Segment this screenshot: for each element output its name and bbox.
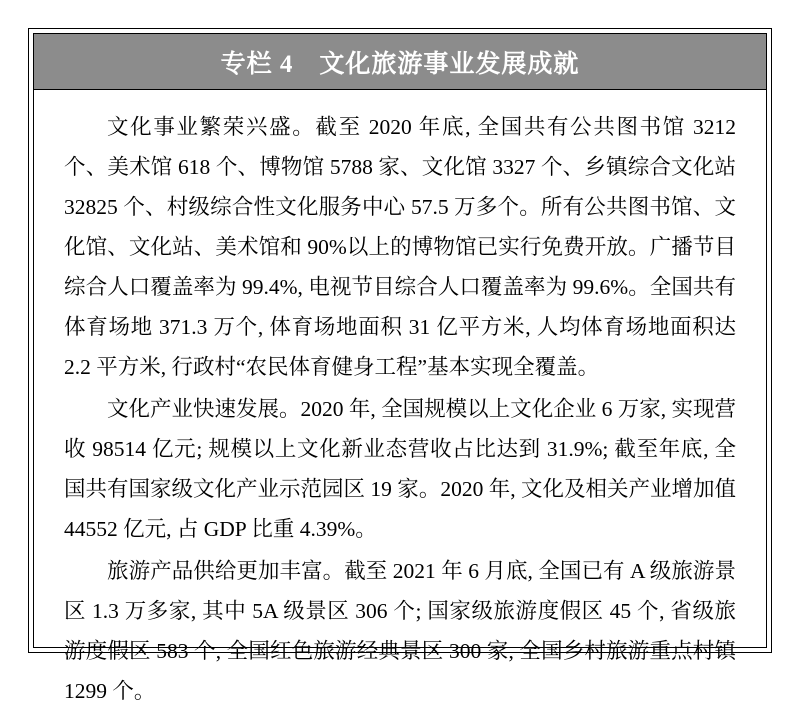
callout-body	[34, 91, 766, 703]
callout-title-bar	[34, 34, 766, 90]
paragraph-3: 旅游产品供给更加丰富。截至 2021 年 6 月底, 全国已有 A 级旅游景区 1.3 万多家, 其中 5A 级景区 306 个; 国家级旅游度假区 45 个, 省级旅游度假区 583 个, 全国红色旅游经典景区 300 家, 全国乡村旅游重点村镇 1299 个。	[64, 559, 736, 703]
paragraph-1: 文化事业繁荣兴盛。截至 2020 年底, 全国共有公共图书馆 3212 个、美术馆 618 个、博物馆 5788 家、文化馆 3327 个、乡镇综合文化站 32825 个、村级综合性文化服务中心 57.5 万多个。所有公共图书馆、文化馆、文化站、美术馆和 90%以上的博物馆已实行免费开放。广播节目综合人口覆盖率为 99.4%, 电视节目综合人口覆盖率为 99.6%。全国共有体育场地 371.3 万个, 体育场地面积 31 亿平方米, 人均体育场地面积达 2.2 平方米, 行政村“农民体育健身工程”基本实现全覆盖。	[64, 115, 736, 379]
callout-box-inner-border	[33, 33, 767, 703]
paragraph-2: 文化产业快速发展。2020 年, 全国规模以上文化企业 6 万家, 实现营收 98514 亿元; 规模以上文化新业态营收占比达到 31.9%; 截至年底, 全国共有国家级文化产业示范园区 19 家。2020 年, 文化及相关产业增加值 44552 亿元, 占 GDP 比重 4.39%。	[64, 397, 736, 541]
callout-box	[28, 28, 772, 703]
callout-title: 专栏 4 文化旅游事业发展成就	[220, 50, 580, 78]
